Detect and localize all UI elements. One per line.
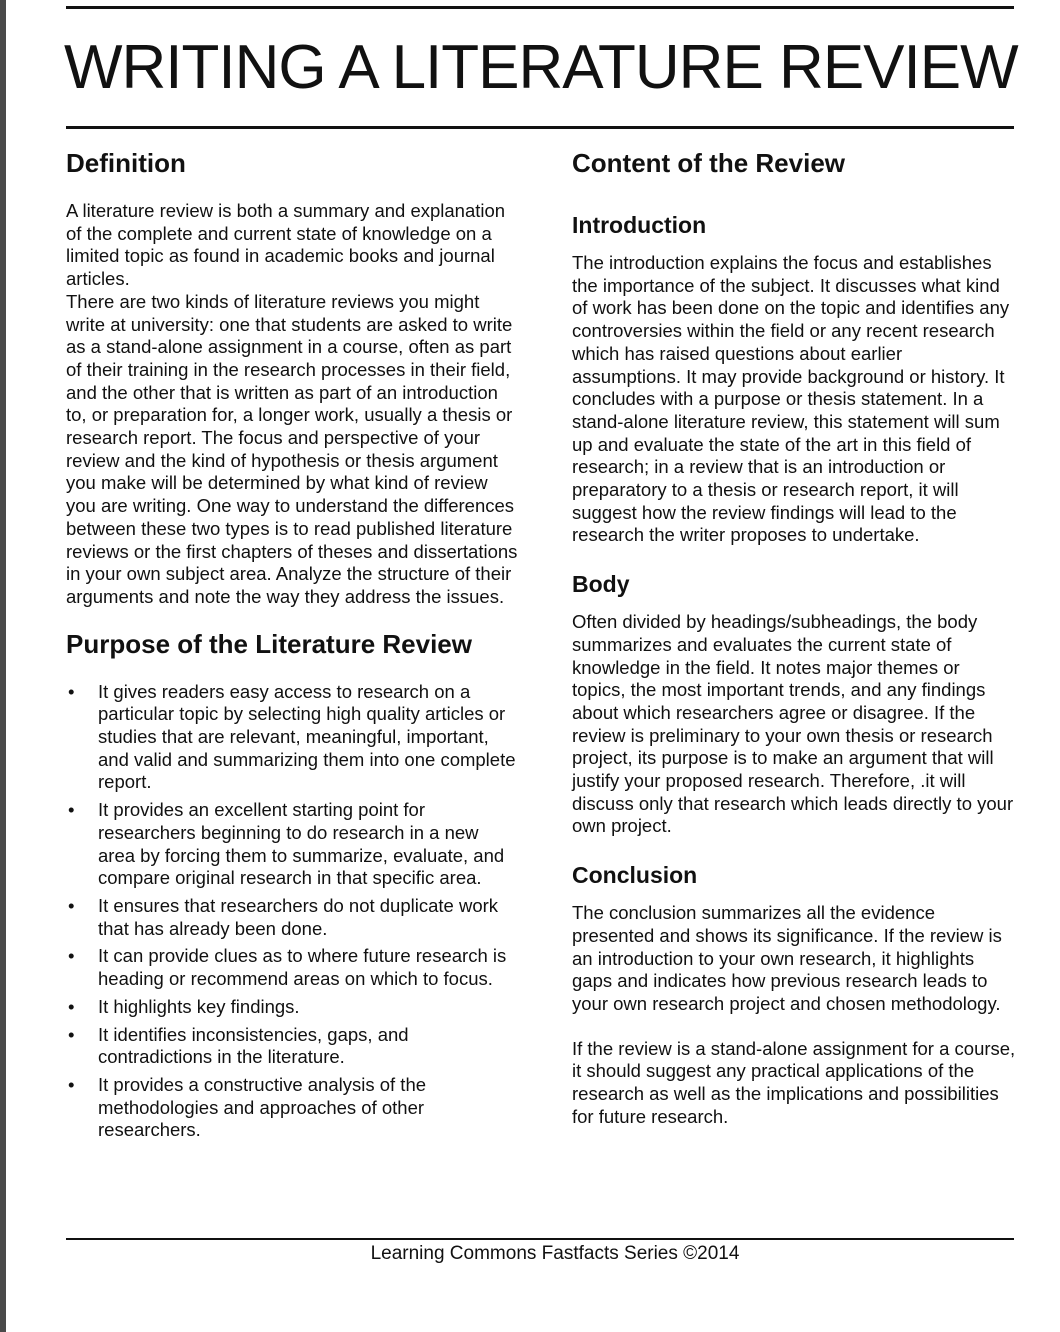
bullet-icon: • — [68, 1073, 75, 1095]
top-rule — [66, 6, 1014, 9]
list-item-text: It ensures that researchers do not duplicate work that has already been done. — [98, 894, 499, 939]
list-item — [66, 799, 518, 890]
body-heading: Body — [572, 571, 630, 598]
list-item-text: It gives readers easy access to research on a particular topic by selecting high quality articles or studies that are relevant, meaningful, important, and valid and summarizing them into one complete report. — [98, 680, 516, 793]
bullet-icon: • — [68, 1023, 75, 1045]
purpose-section — [66, 627, 518, 1142]
bullet-icon: • — [68, 680, 75, 702]
conclusion-paragraph-1: The conclusion summarizes all the evidence presented and shows its significance. If the review is an introduction to your own research, it highlights gaps and indicates how previous research leads to your own research project and chosen methodology. — [572, 902, 1002, 1014]
footer-rule — [66, 1238, 1014, 1240]
bullet-icon: • — [68, 799, 75, 821]
body-text: Often divided by headings/subheadings, the body summarizes and evaluates the current state of knowledge in the field. It notes major themes or topics, the most important trends, and any findings about which researchers agree or disagree. If the review is preliminary to your own thesis or research project, its purpose is to make an argument that will justify your proposed research. Therefore, .it will discuss only that research which leads directly to your own project. — [572, 611, 1014, 837]
conclusion-section — [572, 860, 1016, 1128]
definition-paragraph-2: There are two kinds of literature reviews you might write at university: one that students are asked to write as a stand-alone assignment in a course, often as part of their training in the research processes in their field, and the other that is written as part of an introduction to, or preparation for, a longer work, usually a thesis or research report. The focus and perspective of your review and the kind of hypothesis or thesis argument you make will be determined by what kind of review you are writing. One way to understand the differences between these two types is to read published literature reviews or the first chapters of theses and dissertations in your own subject area. Analyze the structure of their arguments and note the way they address the issues. — [66, 290, 518, 607]
purpose-list — [66, 681, 518, 1142]
page-edge-bar — [0, 0, 6, 1332]
right-column — [572, 146, 1016, 1129]
conclusion-paragraph-2: If the review is a stand-alone assignment for a course, it should suggest any practical applications of the research as well as the implications and possibilities for future research. — [572, 1037, 1016, 1127]
page-title: WRITING A LITERATURE REVIEW — [64, 33, 1018, 102]
bullet-icon: • — [68, 945, 75, 967]
list-item — [66, 1024, 518, 1069]
list-item — [66, 895, 518, 940]
list-item-text: It provides a constructive analysis of the methodologies and approaches of other researchers. — [98, 1073, 427, 1141]
list-item-text: It provides an excellent starting point for researchers beginning to do research in a new area by forcing them to summarize, evaluate, and compare original research in that specific area. — [98, 799, 505, 889]
purpose-heading: Purpose of the Literature Review — [66, 628, 472, 659]
footer-text: Learning Commons Fastfacts Series ©2014 — [370, 1243, 740, 1264]
definition-section — [66, 146, 518, 609]
introduction-section — [572, 210, 1016, 547]
introduction-text: The introduction explains the focus and establishes the importance of the subject. It discusses what kind of work has been done on the topic and identifies any controversies within the field or any recent research which has raised questions about earlier assumptions. It may provide background or history. It concludes with a purpose or thesis statement. In a stand-alone literature review, this statement will sum up and evaluate the state of the art in this field of research; in a review that is an introduction or preparatory to a thesis or research report, it will suggest how the review findings will lead to the research the writer proposes to undertake. — [572, 252, 1010, 546]
content-heading: Content of the Review — [572, 148, 846, 178]
definition-heading: Definition — [66, 148, 186, 178]
list-item-text: It identifies inconsistencies, gaps, and contradictions in the literature. — [98, 1023, 409, 1068]
title-rule — [66, 126, 1014, 129]
body-section — [572, 569, 1016, 838]
left-column — [66, 146, 518, 1147]
bullet-icon: • — [68, 995, 75, 1017]
list-item-text: It highlights key findings. — [98, 995, 300, 1017]
list-item — [66, 945, 518, 990]
definition-paragraph-1: A literature review is both a summary and explanation of the complete and current state of knowledge on a limited topic as found in academic books and journal articles. — [66, 200, 506, 290]
introduction-heading: Introduction — [572, 212, 707, 238]
list-item — [66, 1074, 518, 1142]
list-item-text: It can provide clues as to where future research is heading or recommend areas on which to focus. — [98, 945, 507, 990]
conclusion-heading: Conclusion — [572, 862, 698, 889]
list-item — [66, 996, 518, 1019]
bullet-icon: • — [68, 894, 75, 916]
list-item — [66, 681, 518, 795]
